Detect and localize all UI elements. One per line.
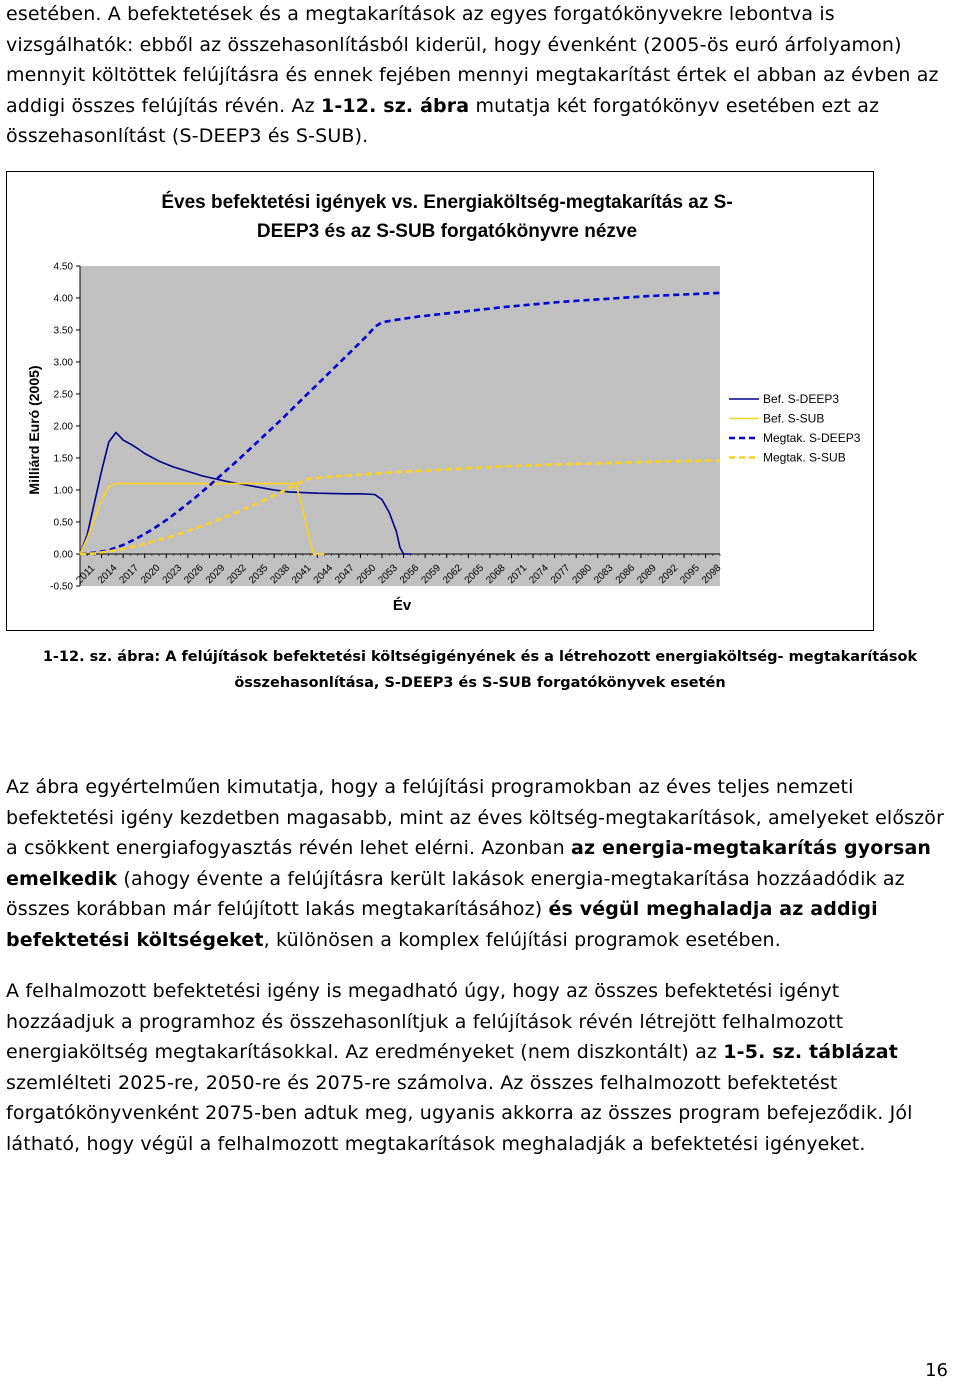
x-tick-label: 2050 <box>354 562 379 587</box>
x-tick-label: 2023 <box>160 562 185 587</box>
x-tick-label: 2020 <box>139 562 163 587</box>
chart-frame <box>6 171 874 631</box>
x-tick-label: 2038 <box>268 562 293 587</box>
x-tick-label: 2011 <box>74 563 98 587</box>
y-tick-label: 3.00 <box>53 357 73 369</box>
x-tick-label: 2029 <box>203 562 228 587</box>
x-tick-label: 2017 <box>117 562 142 587</box>
legend-label-2: Bef. S-SUB <box>763 411 825 426</box>
x-tick-label: 2014 <box>95 562 120 587</box>
legend-label-3: Megtak. S-DEEP3 <box>763 431 861 445</box>
y-tick-label: 0.00 <box>53 549 73 561</box>
chart-title-line1: Éves befektetési igények vs. Energiaköltség-megtakarítás az S- <box>161 192 733 213</box>
x-tick-label: 2056 <box>397 562 422 587</box>
p3-bold-1: 1-5. sz. táblázat <box>723 1041 899 1063</box>
x-tick-label: 2035 <box>246 562 271 587</box>
y-tick-label: 4.00 <box>53 293 73 305</box>
body-paragraph-2 <box>6 976 954 1159</box>
x-tick-label: 2092 <box>656 562 681 587</box>
p3-text-1: A felhalmozott befektetési igény is megadható úgy, hogy az összes befektetési igényt hozzáadjuk a programhoz és összehasonlítjuk a felújítások révén létrejött felhalmozott energiaköltség megtakarításokkal. Az eredményeket (nem diszkontált) az <box>6 980 844 1063</box>
y-tick-label: 1.00 <box>53 485 73 497</box>
x-tick-label: 2032 <box>225 562 249 587</box>
x-tick-label: 2095 <box>678 562 702 587</box>
x-tick-label: 2065 <box>462 562 487 587</box>
line-chart <box>7 172 873 630</box>
p2-text-3: , különösen a komplex felújítási programok esetében. <box>263 928 781 951</box>
p2-text-2: (ahogy évente a felújításra került lakások energia-megtakarítása hozzáadódik az összes korábban már felújított lakás megtakarításához) <box>6 867 905 920</box>
caption-line1: 1-12. sz. ábra: A felújítások befektetési költségigényének és a létrehozott energiaköltség- megtakarítások <box>42 649 918 665</box>
x-tick-label: 2068 <box>484 562 508 587</box>
x-tick-label: 2098 <box>699 562 724 587</box>
x-tick-label: 2077 <box>548 562 573 587</box>
y-tick-label: -0.50 <box>50 581 73 593</box>
x-tick-label: 2071 <box>505 562 530 587</box>
y-tick-label: 2.00 <box>53 421 73 433</box>
legend-label-4: Megtak. S-SUB <box>763 450 846 465</box>
x-tick-label: 2086 <box>613 562 638 587</box>
x-tick-label: 2059 <box>419 562 444 587</box>
chart-title-line2: DEEP3 és az S-SUB forgatókönyvre nézve <box>256 221 638 242</box>
x-tick-label: 2047 <box>333 562 357 587</box>
y-tick-label: 1.50 <box>53 453 73 465</box>
figure-caption <box>0 644 960 696</box>
intro-text: A befektetések és a megtakarítások az egyes forgatókönyvekre lebontva is vizsgálhatók: ebből az összehasonlításból kiderül, hogy évenként (2005-ös euró árfolyamon) mennyit költöttek felújításra és ennek fejében mennyi megtakarítást értek el abban az évben az addigi összes felújítás révén. Az <box>6 3 939 117</box>
y-axis <box>50 262 80 593</box>
y-tick-label: 2.50 <box>53 389 73 401</box>
y-tick-label: 4.50 <box>53 261 73 273</box>
plot-area <box>80 266 720 586</box>
p2-text-1: Az ábra egyértelműen kimutatja, hogy a felújítási programokban az éves teljes nemzeti befektetési igény kezdetben magasabb, mint az éves költség-megtakarítások, amelyeket először a csökkent energiafogyasztás révén lehet elérni. Azonban <box>6 776 945 859</box>
caption-line2: összehasonlítása, S-DEEP3 és S-SUB forgatókönyvek esetén <box>234 675 726 691</box>
x-tick-label: 2062 <box>441 562 465 587</box>
x-tick-label: 2074 <box>527 562 551 587</box>
p3-text-2: szemlélteti 2025-re, 2050-re és 2075-re számolva. Az összes felhalmozott befektetést forgatókönyvenként 2075-ben adtuk meg, ugyanis akkorra az összes program befejeződik. Jól látható, hogy végül a felhalmozott megtakarítások meghaladják a befektetési igényeket. <box>6 1071 913 1155</box>
intro-lead: esetében. <box>6 3 102 25</box>
x-tick-label: 2026 <box>182 562 206 587</box>
intro-text-end: mutatja két forgatókönyv esetében ezt az összehasonlítást (S-DEEP3 és S-SUB). <box>6 94 880 147</box>
p2-bold-1: az energia-megtakarítás gyorsan emelkedik <box>6 837 932 890</box>
y-axis-label: Milliárd Euró (2005) <box>26 365 42 495</box>
x-tick-label: 2041 <box>290 562 314 587</box>
page-number: 16 <box>925 1360 948 1381</box>
y-tick-label: 3.50 <box>53 325 73 337</box>
chart-legend <box>729 392 861 465</box>
x-tick-label: 2044 <box>311 562 336 587</box>
p2-bold-2: és végül meghaladja az addigi befektetési költségeket <box>6 898 878 951</box>
x-tick-label: 2089 <box>635 562 659 587</box>
x-tick-label: 2053 <box>376 562 400 587</box>
intro-paragraph <box>6 0 954 152</box>
y-tick-label: 0.50 <box>53 517 73 529</box>
x-axis-label: Év <box>392 597 412 614</box>
figure-reference: 1-12. sz. ábra <box>320 94 470 117</box>
legend-label-1: Bef. S-DEEP3 <box>763 392 840 406</box>
body-paragraph-1 <box>6 772 954 955</box>
x-tick-label: 2080 <box>570 562 595 587</box>
x-tick-label: 2083 <box>592 562 616 587</box>
